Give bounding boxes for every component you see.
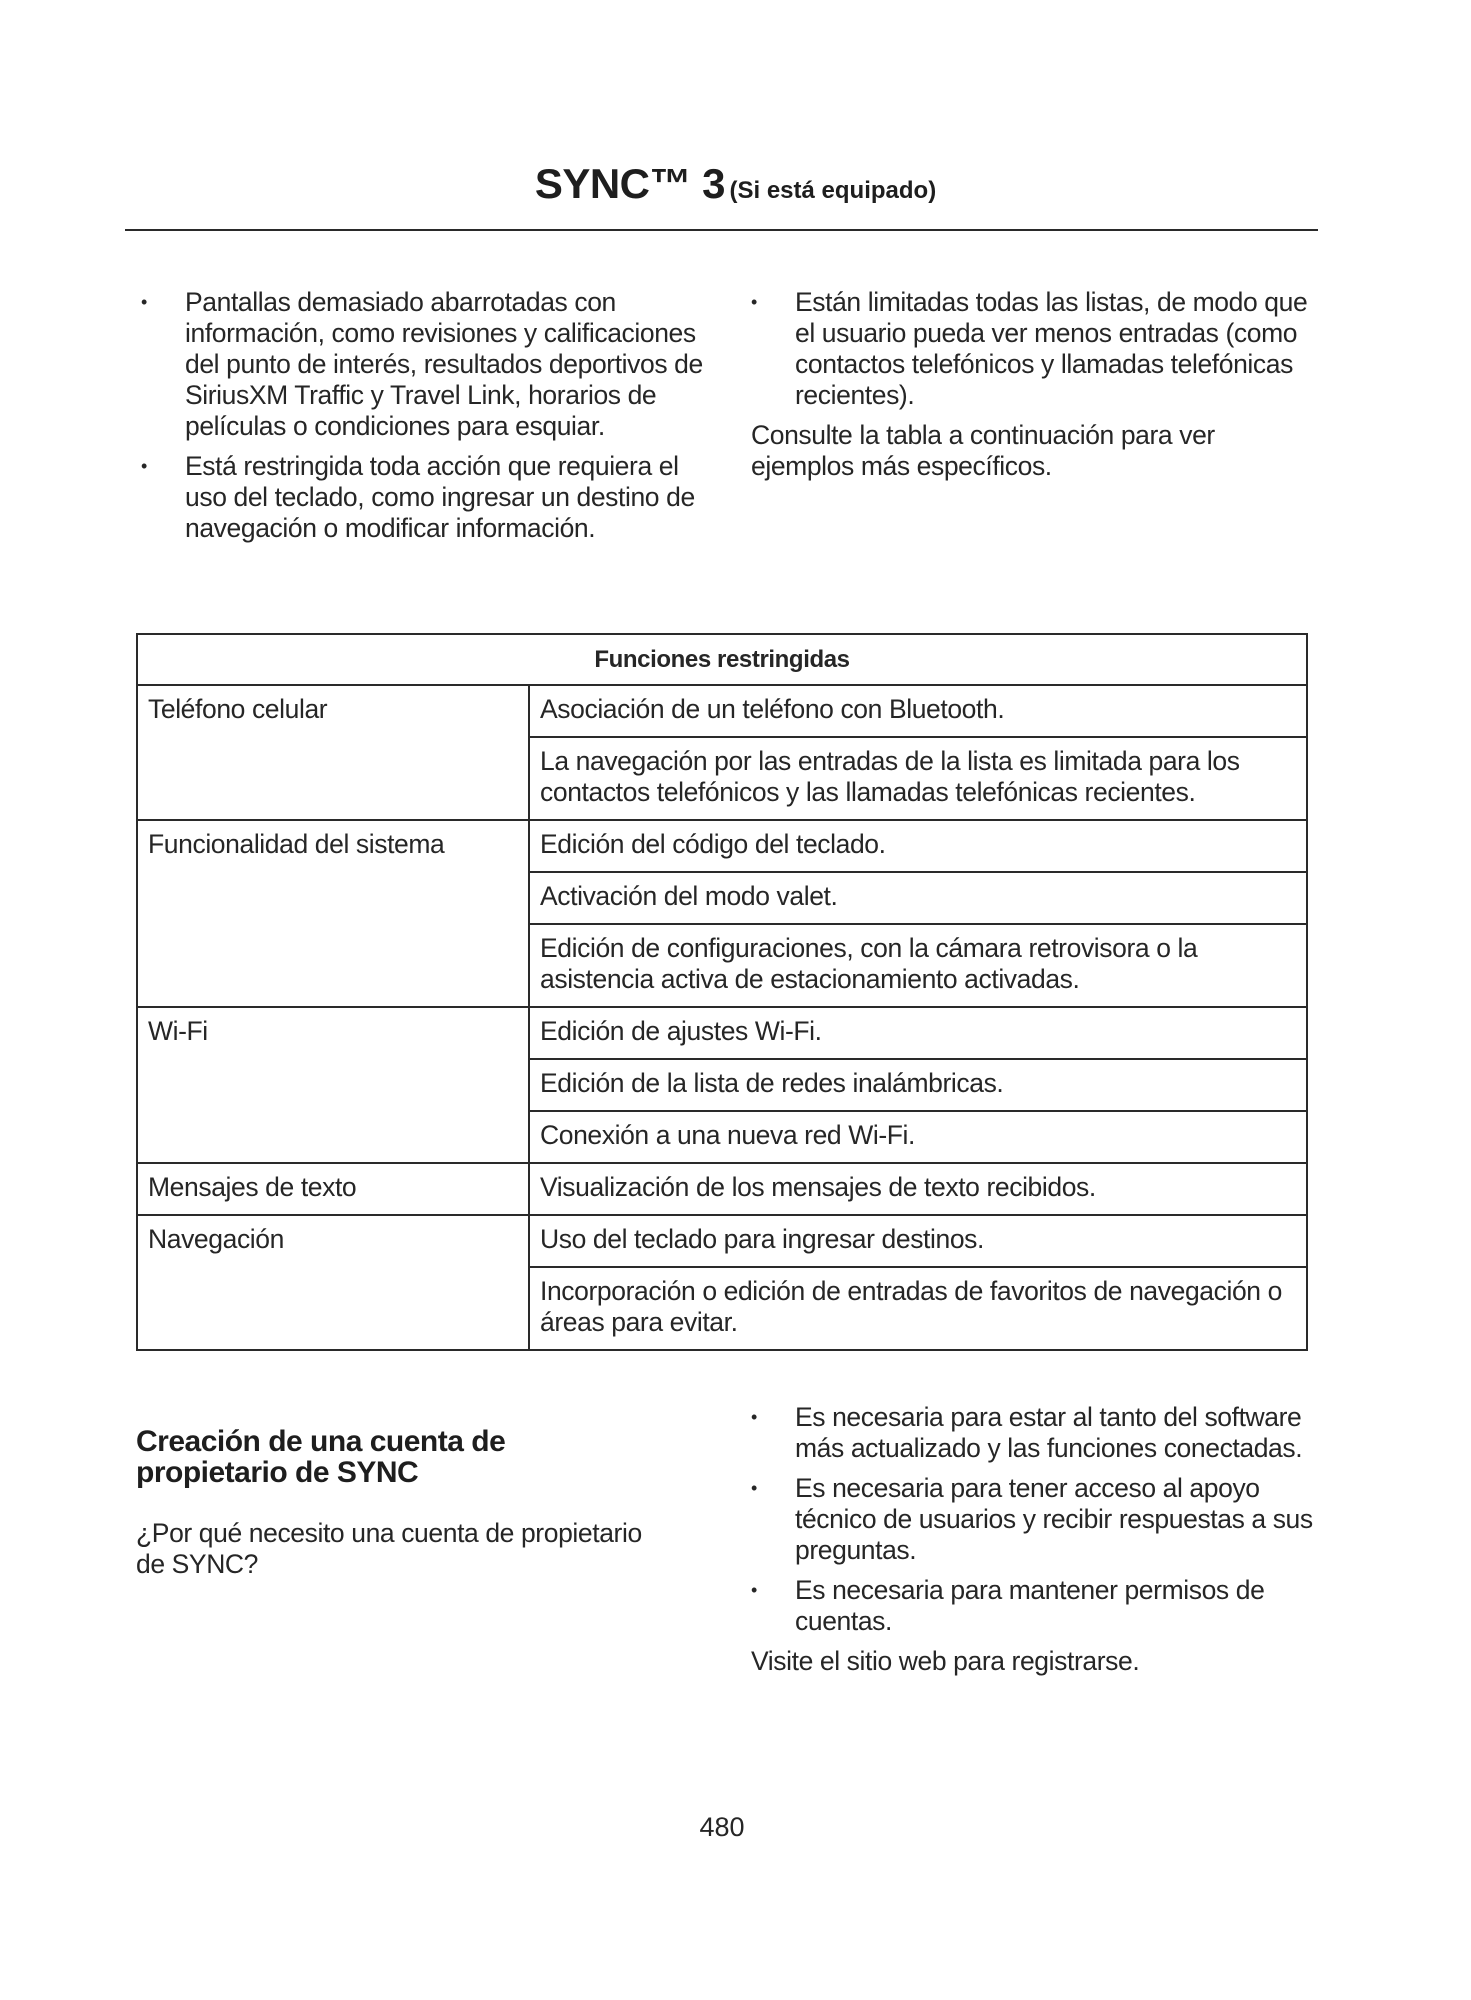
category-cell: Teléfono celular bbox=[137, 685, 529, 737]
account-left-column bbox=[136, 1426, 656, 1589]
table-row bbox=[137, 924, 1307, 1007]
bullet-icon: • bbox=[751, 1580, 757, 1600]
function-cell: Edición del código del teclado. bbox=[529, 820, 1307, 872]
function-cell: Visualización de los mensajes de texto recibidos. bbox=[529, 1163, 1307, 1215]
function-cell: Asociación de un teléfono con Bluetooth. bbox=[529, 685, 1307, 737]
table-row bbox=[137, 872, 1307, 924]
closing-text: Visite el sitio web para registrarse. bbox=[751, 1646, 1140, 1676]
title-subtitle: (Si está equipado) bbox=[729, 177, 937, 204]
bullet-icon: • bbox=[141, 292, 147, 312]
table-row bbox=[137, 685, 1307, 737]
function-cell: Incorporación o edición de entradas de favoritos de navegación o áreas para evitar. bbox=[529, 1267, 1307, 1350]
bullet-item bbox=[751, 1402, 1321, 1464]
category-cell bbox=[137, 872, 529, 924]
bullet-item bbox=[141, 287, 711, 442]
category-cell: Mensajes de texto bbox=[137, 1163, 529, 1215]
title-main: SYNC™ 3 bbox=[534, 160, 726, 207]
table-row bbox=[137, 1163, 1307, 1215]
header-rule bbox=[125, 229, 1318, 231]
bullet-item bbox=[751, 1473, 1321, 1566]
table-row bbox=[137, 737, 1307, 820]
function-cell: Edición de ajustes Wi-Fi. bbox=[529, 1007, 1307, 1059]
table-row bbox=[137, 820, 1307, 872]
function-cell: Conexión a una nueva red Wi-Fi. bbox=[529, 1111, 1307, 1163]
category-cell: Funcionalidad del sistema bbox=[137, 820, 529, 872]
bullet-text: Está restringida toda acción que requiera el uso del teclado, como ingresar un destino de navegación o modificar información. bbox=[185, 451, 695, 543]
intro-right-column bbox=[751, 287, 1321, 491]
category-cell bbox=[137, 924, 529, 1007]
section-heading: Creación de una cuenta de propietario de SYNC bbox=[136, 1425, 506, 1489]
table-row bbox=[137, 1059, 1307, 1111]
account-right-column bbox=[751, 1402, 1321, 1686]
category-cell: Navegación bbox=[137, 1215, 529, 1267]
page-title bbox=[0, 160, 1471, 208]
category-cell bbox=[137, 1267, 529, 1350]
bullet-text: Es necesaria para mantener permisos de cuentas. bbox=[795, 1575, 1265, 1636]
function-cell: La navegación por las entradas de la lista es limitada para los contactos telefónicos y las llamadas telefónicas recientes. bbox=[529, 737, 1307, 820]
bullet-item bbox=[751, 1575, 1321, 1637]
intro-left-column bbox=[141, 287, 711, 553]
table-header: Funciones restringidas bbox=[137, 634, 1307, 685]
table-row bbox=[137, 1215, 1307, 1267]
bullet-text: Es necesaria para tener acceso al apoyo técnico de usuarios y recibir respuestas a sus preguntas. bbox=[795, 1473, 1313, 1565]
intro-paragraph: Consulte la tabla a continuación para ver ejemplos más específicos. bbox=[751, 420, 1215, 481]
table-row bbox=[137, 1007, 1307, 1059]
function-cell: Activación del modo valet. bbox=[529, 872, 1307, 924]
function-cell: Uso del teclado para ingresar destinos. bbox=[529, 1215, 1307, 1267]
bullet-icon: • bbox=[751, 1478, 757, 1498]
bullet-icon: • bbox=[751, 292, 757, 312]
restricted-functions-table bbox=[136, 633, 1308, 1351]
category-cell bbox=[137, 737, 529, 820]
bullet-text: Es necesaria para estar al tanto del software más actualizado y las funciones conectadas. bbox=[795, 1402, 1303, 1463]
page-number: 480 bbox=[699, 1812, 745, 1842]
bullet-item bbox=[751, 287, 1321, 411]
bullet-icon: • bbox=[141, 456, 147, 476]
bullet-text: Están limitadas todas las listas, de modo que el usuario pueda ver menos entradas (como contactos telefónicos y llamadas telefónicas recientes). bbox=[795, 287, 1308, 410]
category-cell: Wi-Fi bbox=[137, 1007, 529, 1059]
bullet-item bbox=[141, 451, 711, 544]
category-cell bbox=[137, 1111, 529, 1163]
bullet-text: Pantallas demasiado abarrotadas con información, como revisiones y calificaciones del punto de interés, resultados deportivos de SiriusXM Traffic y Travel Link, horarios de películas o condiciones para esquiar. bbox=[185, 287, 703, 441]
question-text: ¿Por qué necesito una cuenta de propietario de SYNC? bbox=[136, 1518, 642, 1579]
table-row bbox=[137, 1267, 1307, 1350]
table-row bbox=[137, 1111, 1307, 1163]
bullet-icon: • bbox=[751, 1407, 757, 1427]
function-cell: Edición de configuraciones, con la cámara retrovisora o la asistencia activa de estacionamiento activadas. bbox=[529, 924, 1307, 1007]
category-cell bbox=[137, 1059, 529, 1111]
function-cell: Edición de la lista de redes inalámbricas. bbox=[529, 1059, 1307, 1111]
